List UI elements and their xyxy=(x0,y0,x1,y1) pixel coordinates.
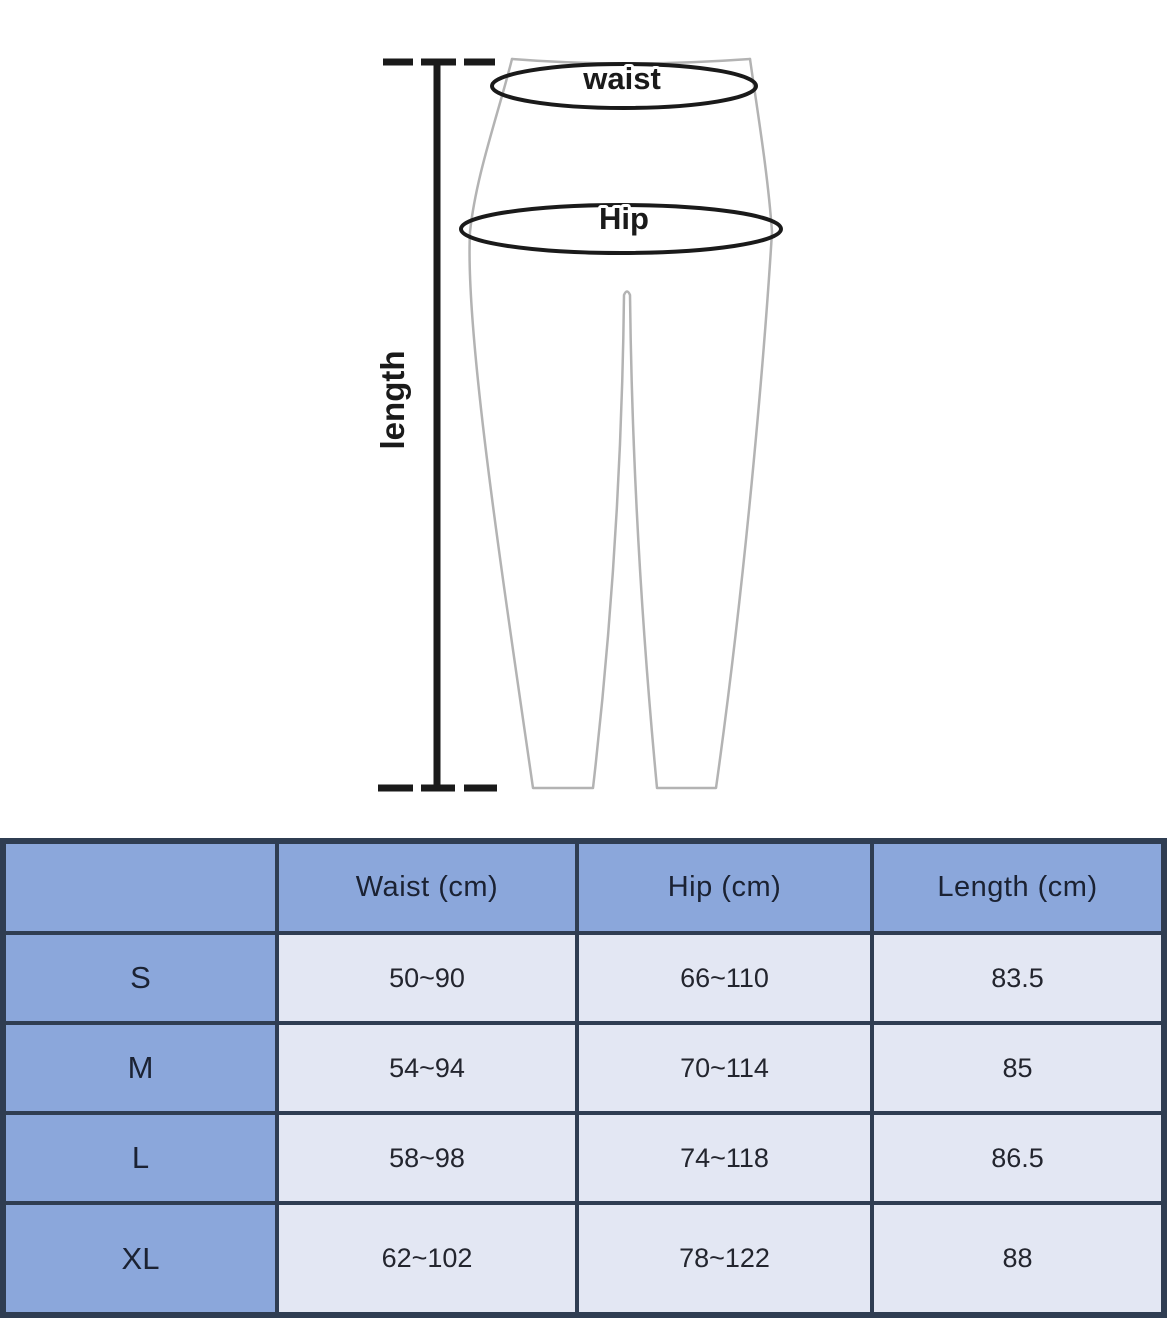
hip-cell: 66~110 xyxy=(577,933,872,1023)
col-header-hip: Hip (cm) xyxy=(577,841,872,933)
table-row-m xyxy=(3,1023,1164,1113)
table-row-l xyxy=(3,1113,1164,1203)
col-header-waist: Waist (cm) xyxy=(277,841,577,933)
length-cell: 85 xyxy=(872,1023,1164,1113)
waist-label: waist xyxy=(583,61,661,96)
size-cell: S xyxy=(3,933,277,1023)
waist-cell: 58~98 xyxy=(277,1113,577,1203)
hip-cell: 74~118 xyxy=(577,1113,872,1203)
waist-cell: 62~102 xyxy=(277,1203,577,1315)
size-cell: L xyxy=(3,1113,277,1203)
hip-cell: 78~122 xyxy=(577,1203,872,1315)
size-table xyxy=(0,838,1167,1318)
hip-label: Hip xyxy=(599,201,649,236)
waist-cell: 50~90 xyxy=(277,933,577,1023)
size-cell: XL xyxy=(3,1203,277,1315)
length-label: length xyxy=(374,350,411,450)
length-cell: 88 xyxy=(872,1203,1164,1315)
length-cell: 83.5 xyxy=(872,933,1164,1023)
waist-cell: 54~94 xyxy=(277,1023,577,1113)
leggings-outline xyxy=(470,59,772,788)
col-header-length: Length (cm) xyxy=(872,841,1164,933)
table-header-row xyxy=(3,841,1164,933)
table-row-xl xyxy=(3,1203,1164,1315)
size-cell: M xyxy=(3,1023,277,1113)
col-header-size xyxy=(3,841,277,933)
length-cell: 86.5 xyxy=(872,1113,1164,1203)
hip-cell: 70~114 xyxy=(577,1023,872,1113)
table-row-s xyxy=(3,933,1164,1023)
